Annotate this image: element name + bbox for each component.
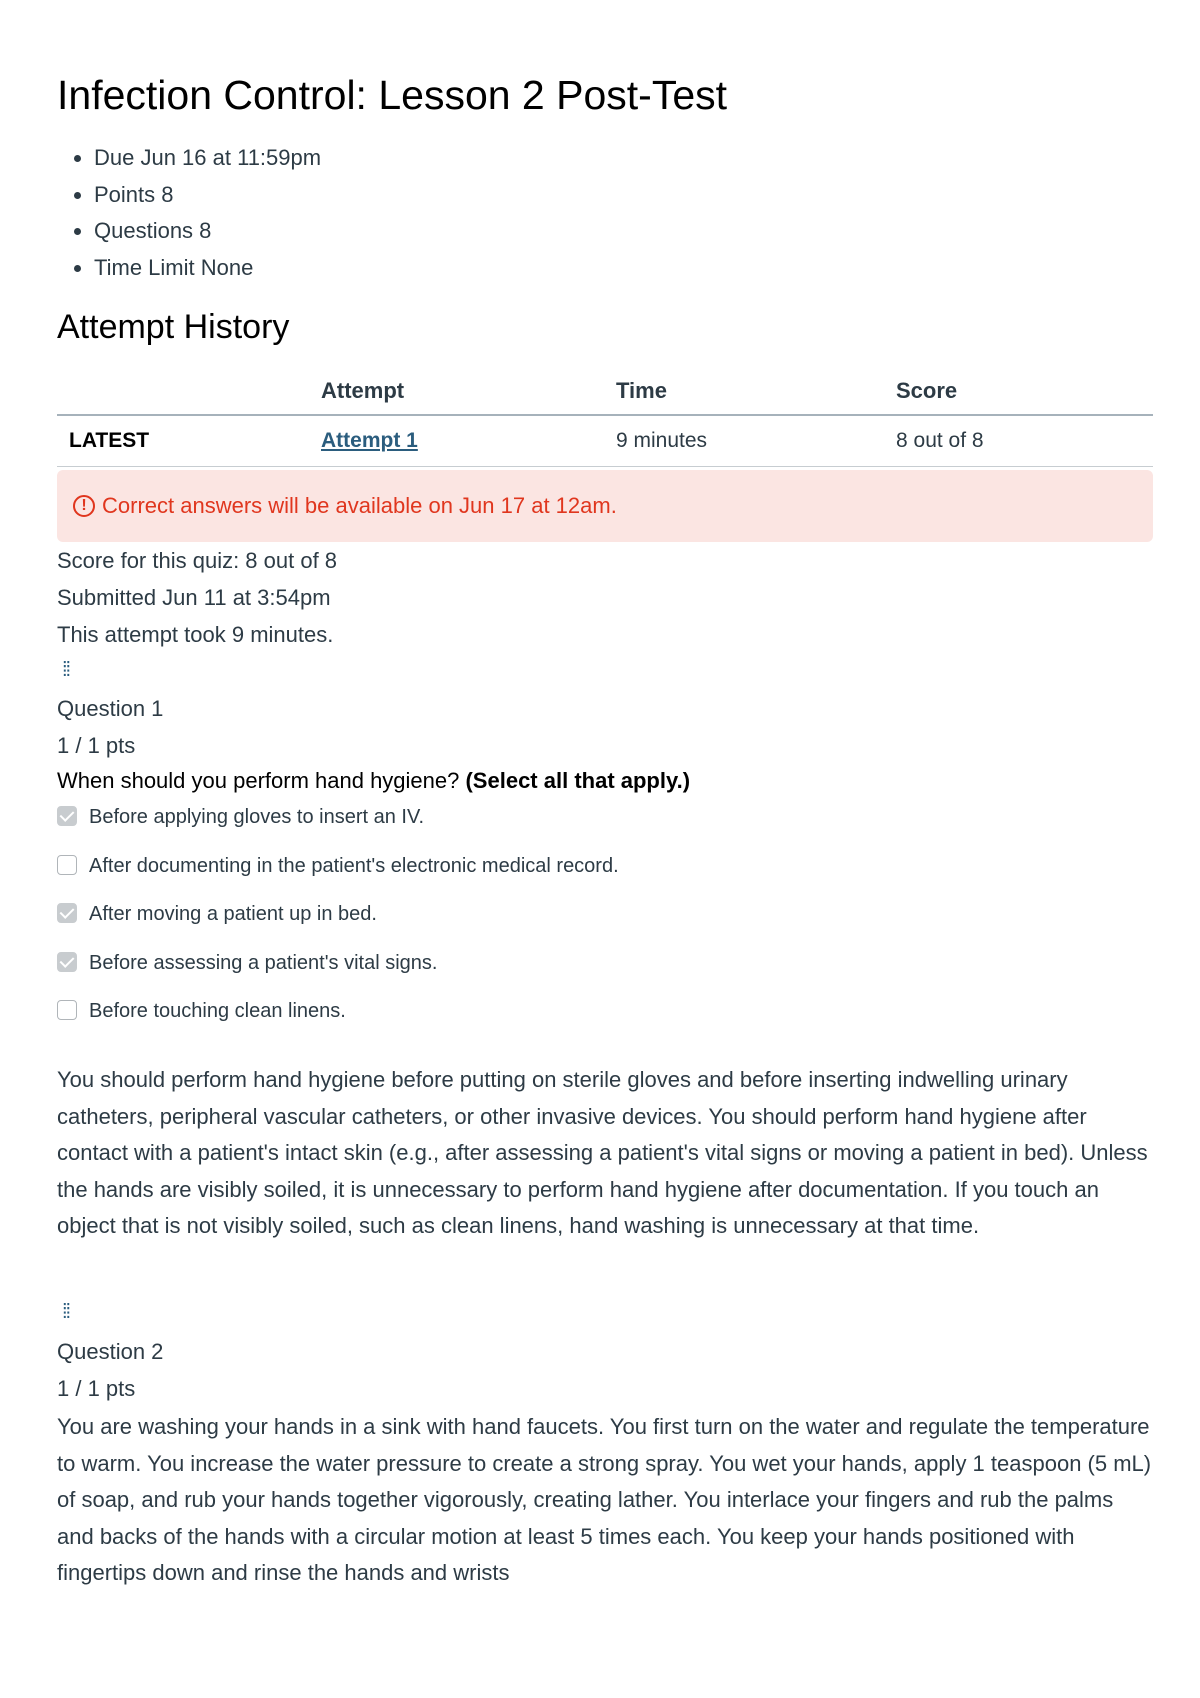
latest-tag: LATEST	[57, 415, 309, 467]
question-1-feedback: You should perform hand hygiene before putting on sterile gloves and before inserting indwelling urinary catheters, peripheral vascular catheters, or other invasive devices. You should perform hand hygiene after contact with a patient's intact skin (e.g., after assessing a patient's vital signs or moving a patient in bed). Unless the hands are visibly soiled, it is unnecessary to perform hand hygiene after documentation. If you touch an object that is not visibly soiled, such as clean linens, hand washing is unnecessary at that time.	[57, 1067, 1148, 1239]
column-header-score: Score	[884, 368, 1153, 415]
drag-handle-icon[interactable]: ⁞⁞	[62, 659, 70, 681]
answer-label: After documenting in the patient's electronic medical record.	[89, 854, 619, 877]
answer-option[interactable]	[57, 855, 619, 904]
checkbox-checked[interactable]	[57, 903, 77, 923]
attempt-history-heading: Attempt History	[57, 308, 290, 346]
column-header-time: Time	[604, 368, 884, 415]
score-cell: 8 out of 8	[884, 415, 1153, 467]
answer-label: After moving a patient up in bed.	[89, 903, 377, 925]
correct-answers-alert	[57, 470, 1153, 542]
question-1-prompt: When should you perform hand hygiene?	[57, 768, 466, 793]
quiz-meta-list	[57, 140, 321, 286]
question-2-text: You are washing your hands in a sink with hand faucets. You first turn on the water and regulate the temperature to warm. You increase the water pressure to create a strong spray. You wet your hands, apply 1 teaspoon (5 mL) of soap, and rub your hands together vigorously, creating lather. You interlace your fingers and rub the palms and backs of the hands with a circular motion at least 5 times each. You keep your hands positioned with fingertips down and rinse the hands and wrists	[57, 1414, 1152, 1586]
alert-text: Correct answers will be available on Jun 17 at 12am.	[102, 493, 617, 518]
question-2-header	[57, 1333, 163, 1407]
question-2-label: Question 2	[57, 1339, 164, 1364]
checkbox-checked[interactable]	[57, 806, 77, 826]
meta-due: • Due Jun 16 at 11:59pm	[94, 140, 321, 177]
exclamation-circle-icon: !	[73, 495, 95, 517]
column-header-tag	[57, 368, 309, 415]
checkbox-unchecked[interactable]	[57, 1000, 77, 1020]
meta-time-limit: • Time Limit None	[94, 250, 321, 287]
drag-handle-icon[interactable]: ⁞⁞	[62, 1301, 70, 1323]
answer-label: Before assessing a patient's vital signs.	[89, 951, 438, 974]
question-1-header	[57, 690, 163, 764]
meta-points: • Points 8	[94, 177, 321, 214]
attempt-cell	[309, 415, 604, 467]
score-summary: Score for this quiz: 8 out of 8	[57, 548, 338, 573]
page-title: Infection Control: Lesson 2 Post-Test	[57, 72, 728, 118]
question-1-instruction: (Select all that apply.)	[465, 768, 691, 793]
table-header-row	[57, 368, 1153, 415]
time-cell: 9 minutes	[604, 415, 884, 467]
attempt-1-link[interactable]: Attempt 1	[321, 429, 418, 452]
answer-label: Before applying gloves to insert an IV.	[89, 806, 425, 828]
question-1-answers	[57, 806, 619, 1049]
answer-option[interactable]	[57, 1000, 619, 1049]
answer-option[interactable]	[57, 952, 619, 1001]
checkbox-checked[interactable]	[57, 952, 77, 972]
attempt-history-table	[57, 368, 1153, 467]
answer-option[interactable]	[57, 806, 619, 855]
submitted-summary: Submitted Jun 11 at 3:54pm	[57, 585, 331, 610]
question-1-points: 1 / 1 pts	[57, 733, 136, 758]
quiz-summary	[57, 542, 337, 653]
question-1-label: Question 1	[57, 696, 164, 721]
checkbox-unchecked[interactable]	[57, 855, 77, 875]
answer-option[interactable]	[57, 903, 619, 952]
duration-summary: This attempt took 9 minutes.	[57, 622, 334, 647]
table-row	[57, 415, 1153, 467]
question-1-text	[57, 768, 690, 794]
column-header-attempt: Attempt	[309, 368, 604, 415]
answer-label: Before touching clean linens.	[89, 1000, 346, 1022]
meta-questions: • Questions 8	[94, 213, 321, 250]
question-2-points: 1 / 1 pts	[57, 1376, 136, 1401]
